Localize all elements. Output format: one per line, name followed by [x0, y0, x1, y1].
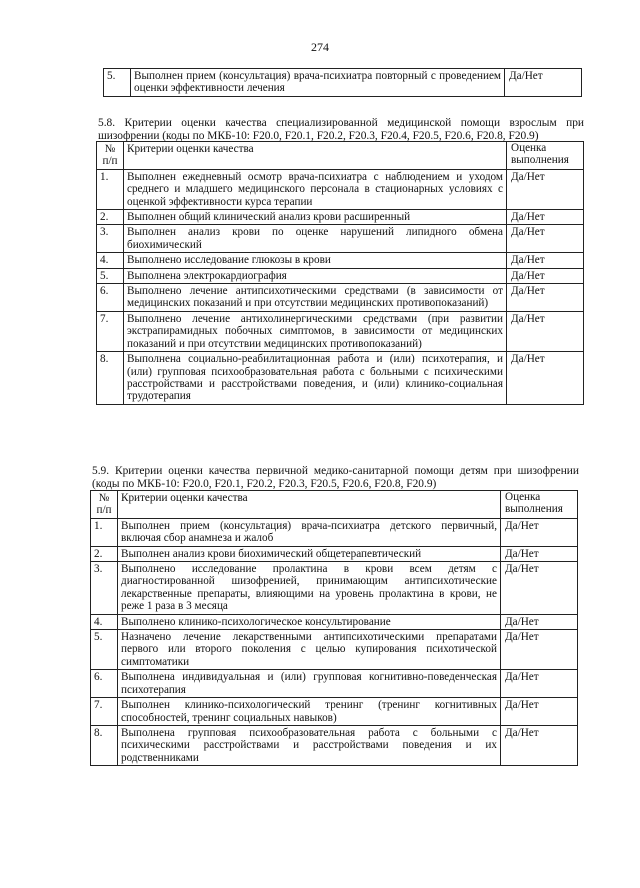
- criterion-result: Да/Нет: [507, 284, 584, 312]
- criterion-result: Да/Нет: [505, 69, 582, 97]
- page-number: 274: [311, 40, 329, 54]
- row-number: 8.: [91, 725, 118, 765]
- criterion-text: Выполнен прием (консультация) врача-психиатра повторный с проведением оценки эффективности лечения: [131, 69, 505, 97]
- section-5-8-table: [96, 141, 584, 405]
- row-number: 7.: [91, 698, 118, 726]
- row-number: 6.: [91, 670, 118, 698]
- row-number: 8.: [97, 352, 124, 405]
- table-row: [91, 630, 578, 670]
- table-row: [91, 546, 578, 561]
- table-row: [97, 268, 584, 283]
- criterion-result: Да/Нет: [501, 614, 578, 629]
- table-row: [104, 69, 582, 97]
- table-row: [97, 253, 584, 268]
- top-criteria-table: [103, 68, 582, 97]
- table-header-row: [97, 142, 584, 170]
- header-result: Оценка выполнения: [507, 142, 584, 170]
- row-number: 3.: [97, 225, 124, 253]
- criterion-result: Да/Нет: [501, 698, 578, 726]
- header-result: Оценка выполнения: [501, 491, 578, 519]
- row-number: 7.: [97, 311, 124, 351]
- table-row: [97, 210, 584, 225]
- criterion-result: Да/Нет: [501, 725, 578, 765]
- criterion-result: Да/Нет: [507, 352, 584, 405]
- table-row: [97, 311, 584, 351]
- criterion-text: Выполнена электрокардиография: [124, 268, 507, 283]
- section-5-9-table: [90, 490, 578, 766]
- criterion-result: Да/Нет: [507, 169, 584, 209]
- row-number: 5.: [97, 268, 124, 283]
- header-criteria: Критерии оценки качества: [124, 142, 507, 170]
- table-row: [97, 284, 584, 312]
- table-row: [91, 562, 578, 615]
- row-number: 2.: [91, 546, 118, 561]
- criterion-result: Да/Нет: [501, 630, 578, 670]
- table-header-row: [91, 491, 578, 519]
- criterion-result: Да/Нет: [507, 253, 584, 268]
- row-number: 4.: [97, 253, 124, 268]
- criterion-text: Выполнено исследование глюкозы в крови: [124, 253, 507, 268]
- criterion-text: Выполнен общий клинический анализ крови расширенный: [124, 210, 507, 225]
- criterion-result: Да/Нет: [501, 670, 578, 698]
- table-row: [97, 352, 584, 405]
- criterion-result: Да/Нет: [501, 562, 578, 615]
- table-row: [91, 670, 578, 698]
- criterion-text: Выполнена социально-реабилитационная работа и (или) психотерапия, и (или) групповая психообразовательная работа с больными с психическими расстройствами и расстройствами поведения, и (или) клинико-социальная трудотерапия: [124, 352, 507, 405]
- section-5-9-heading: 5.9. Критерии оценки качества первичной медико-санитарной помощи детям при шизофрении (коды по МКБ-10: F20.0, F20.1, F20.2, F20.3, F20.5, F20.6, F20.8, F20.9): [92, 465, 579, 490]
- header-number: № п/п: [97, 142, 124, 170]
- criterion-text: Выполнен прием (консультация) врача-психиатра детского первичный, включая сбор анамнеза и жалоб: [118, 518, 501, 546]
- criterion-text: Выполнен ежедневный осмотр врача-психиатра с наблюдением и уходом среднего и младшего медицинского персонала в стационарных условиях с оценкой эффективности курса терапии: [124, 169, 507, 209]
- criterion-text: Выполнен анализ крови биохимический общетерапевтический: [118, 546, 501, 561]
- criterion-result: Да/Нет: [507, 311, 584, 351]
- criterion-text: Назначено лечение лекарственными антипсихотическими препаратами первого или второго поколения с целью купирования психотической симптоматики: [118, 630, 501, 670]
- table-row: [91, 698, 578, 726]
- criterion-text: Выполнена групповая психообразовательная работа с больными с психическими расстройствами и расстройствами поведения и их родственниками: [118, 725, 501, 765]
- criterion-result: Да/Нет: [507, 225, 584, 253]
- row-number: 6.: [97, 284, 124, 312]
- row-number: 3.: [91, 562, 118, 615]
- criterion-text: Выполнено исследование пролактина в крови всем детям с диагностированной шизофренией, принимающим антипсихотические лекарственные препараты, влияющими на уровень пролактина в крови, не реже 1 раза в 3 месяца: [118, 562, 501, 615]
- header-criteria: Критерии оценки качества: [118, 491, 501, 519]
- section-5-8-heading: 5.8. Критерии оценки качества специализированной медицинской помощи взрослым при шизофрении (коды по МКБ-10: F20.0, F20.1, F20.2, F20.3, F20.4, F20.5, F20.6, F20.8, F20.9): [98, 117, 584, 142]
- row-number: 5.: [91, 630, 118, 670]
- criterion-text: Выполнено лечение антихолинергическими средствами (при развитии экстрапирамидных побочных симптомов, в зависимости от медицинских показаний и при отсутствии медицинских противопоказаний): [124, 311, 507, 351]
- criterion-result: Да/Нет: [501, 546, 578, 561]
- table-row: [97, 225, 584, 253]
- row-number: 4.: [91, 614, 118, 629]
- row-number: 1.: [97, 169, 124, 209]
- table-row: [97, 169, 584, 209]
- table-row: [91, 518, 578, 546]
- criterion-text: Выполнено лечение антипсихотическими средствами (в зависимости от медицинских показаний и при отсутствии медицинских противопоказаний): [124, 284, 507, 312]
- criterion-text: Выполнено клинико-психологическое консультирование: [118, 614, 501, 629]
- row-number: 2.: [97, 210, 124, 225]
- table-row: [91, 725, 578, 765]
- table-row: [91, 614, 578, 629]
- criterion-text: Выполнен анализ крови по оценке нарушений липидного обмена биохимический: [124, 225, 507, 253]
- criterion-result: Да/Нет: [507, 268, 584, 283]
- header-number: № п/п: [91, 491, 118, 519]
- criterion-text: Выполнен клинико-психологический тренинг (тренинг когнитивных способностей, тренинг социальных навыков): [118, 698, 501, 726]
- criterion-text: Выполнена индивидуальная и (или) групповая когнитивно-поведенческая психотерапия: [118, 670, 501, 698]
- row-number: 5.: [104, 69, 131, 97]
- criterion-result: Да/Нет: [507, 210, 584, 225]
- criterion-result: Да/Нет: [501, 518, 578, 546]
- row-number: 1.: [91, 518, 118, 546]
